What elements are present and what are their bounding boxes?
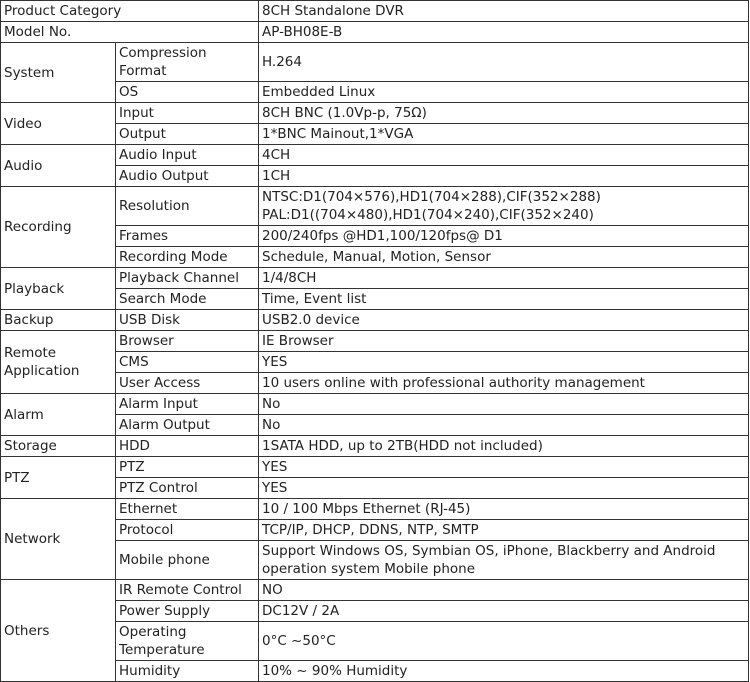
row-value: TCP/IP, DHCP, DDNS, NTP, SMTP [259, 520, 749, 541]
row-label: Mobile phone [116, 541, 259, 580]
group-label: Network [1, 499, 116, 580]
row-value: 4CH [259, 145, 749, 166]
table-row [1, 103, 749, 124]
row-value: 1CH [259, 166, 749, 187]
row-label: IR Remote Control [116, 580, 259, 601]
group-label: Alarm [1, 394, 116, 436]
row-label: Protocol [116, 520, 259, 541]
row-label: Browser [116, 331, 259, 352]
row-label: Resolution [116, 187, 259, 226]
row-value: NO [259, 580, 749, 601]
row-label: Recording Mode [116, 247, 259, 268]
row-label: Audio Input [116, 145, 259, 166]
group-label: Others [1, 580, 116, 682]
row-label: User Access [116, 373, 259, 394]
group-label: Backup [1, 310, 116, 331]
row-label: CMS [116, 352, 259, 373]
row-value: AP-BH08E-B [259, 22, 749, 43]
table-row [1, 43, 749, 82]
row-label: Alarm Output [116, 415, 259, 436]
row-value: 200/240fps @HD1,100/120fps@ D1 [259, 226, 749, 247]
row-label: OS [116, 82, 259, 103]
row-label: Input [116, 103, 259, 124]
table-row [1, 187, 749, 226]
row-label: Power Supply [116, 601, 259, 622]
table-row [1, 1, 749, 22]
row-label: Product Category [1, 1, 259, 22]
row-label: Search Mode [116, 289, 259, 310]
row-label: USB Disk [116, 310, 259, 331]
group-label: Recording [1, 187, 116, 268]
row-value: 10% ~ 90% Humidity [259, 661, 749, 682]
row-value: 8CH Standalone DVR [259, 1, 749, 22]
row-value: Schedule, Manual, Motion, Sensor [259, 247, 749, 268]
group-label: PTZ [1, 457, 116, 499]
row-value: Support Windows OS, Symbian OS, iPhone, Blackberry and Android operation system Mobile phone [259, 541, 749, 580]
table-row [1, 331, 749, 352]
row-value: YES [259, 457, 749, 478]
table-row [1, 436, 749, 457]
row-label: PTZ Control [116, 478, 259, 499]
row-value: 0°C ~50°C [259, 622, 749, 661]
row-value: USB2.0 device [259, 310, 749, 331]
group-label: Video [1, 103, 116, 145]
row-label: PTZ [116, 457, 259, 478]
row-label: Audio Output [116, 166, 259, 187]
table-row [1, 499, 749, 520]
row-value: H.264 [259, 43, 749, 82]
row-value: No [259, 394, 749, 415]
group-label: Remote Application [1, 331, 116, 394]
row-label: Compression Format [116, 43, 259, 82]
row-value: Time, Event list [259, 289, 749, 310]
table-row [1, 22, 749, 43]
table-row [1, 268, 749, 289]
row-label: Ethernet [116, 499, 259, 520]
row-value: No [259, 415, 749, 436]
group-label: System [1, 43, 116, 103]
table-row [1, 580, 749, 601]
group-label: Playback [1, 268, 116, 310]
table-row [1, 394, 749, 415]
row-label: Playback Channel [116, 268, 259, 289]
row-value: 1/4/8CH [259, 268, 749, 289]
row-value: 1*BNC Mainout,1*VGA [259, 124, 749, 145]
row-value: YES [259, 352, 749, 373]
table-row [1, 145, 749, 166]
row-label: Frames [116, 226, 259, 247]
row-value: DC12V / 2A [259, 601, 749, 622]
row-value: 10 users online with professional authority management [259, 373, 749, 394]
row-value: NTSC:D1(704×576),HD1(704×288),CIF(352×288) PAL:D1((704×480),HD1(704×240),CIF(352×240) [259, 187, 749, 226]
row-label: HDD [116, 436, 259, 457]
row-value: IE Browser [259, 331, 749, 352]
table-row [1, 457, 749, 478]
group-label: Audio [1, 145, 116, 187]
row-value: 8CH BNC (1.0Vp-p, 75Ω) [259, 103, 749, 124]
group-label: Storage [1, 436, 116, 457]
row-label: Output [116, 124, 259, 145]
row-label: Model No. [1, 22, 259, 43]
table-row [1, 310, 749, 331]
row-value: 10 / 100 Mbps Ethernet (RJ-45) [259, 499, 749, 520]
row-label: Operating Temperature [116, 622, 259, 661]
row-value: YES [259, 478, 749, 499]
row-label: Alarm Input [116, 394, 259, 415]
row-value: 1SATA HDD, up to 2TB(HDD not included) [259, 436, 749, 457]
row-value: Embedded Linux [259, 82, 749, 103]
row-label: Humidity [116, 661, 259, 682]
